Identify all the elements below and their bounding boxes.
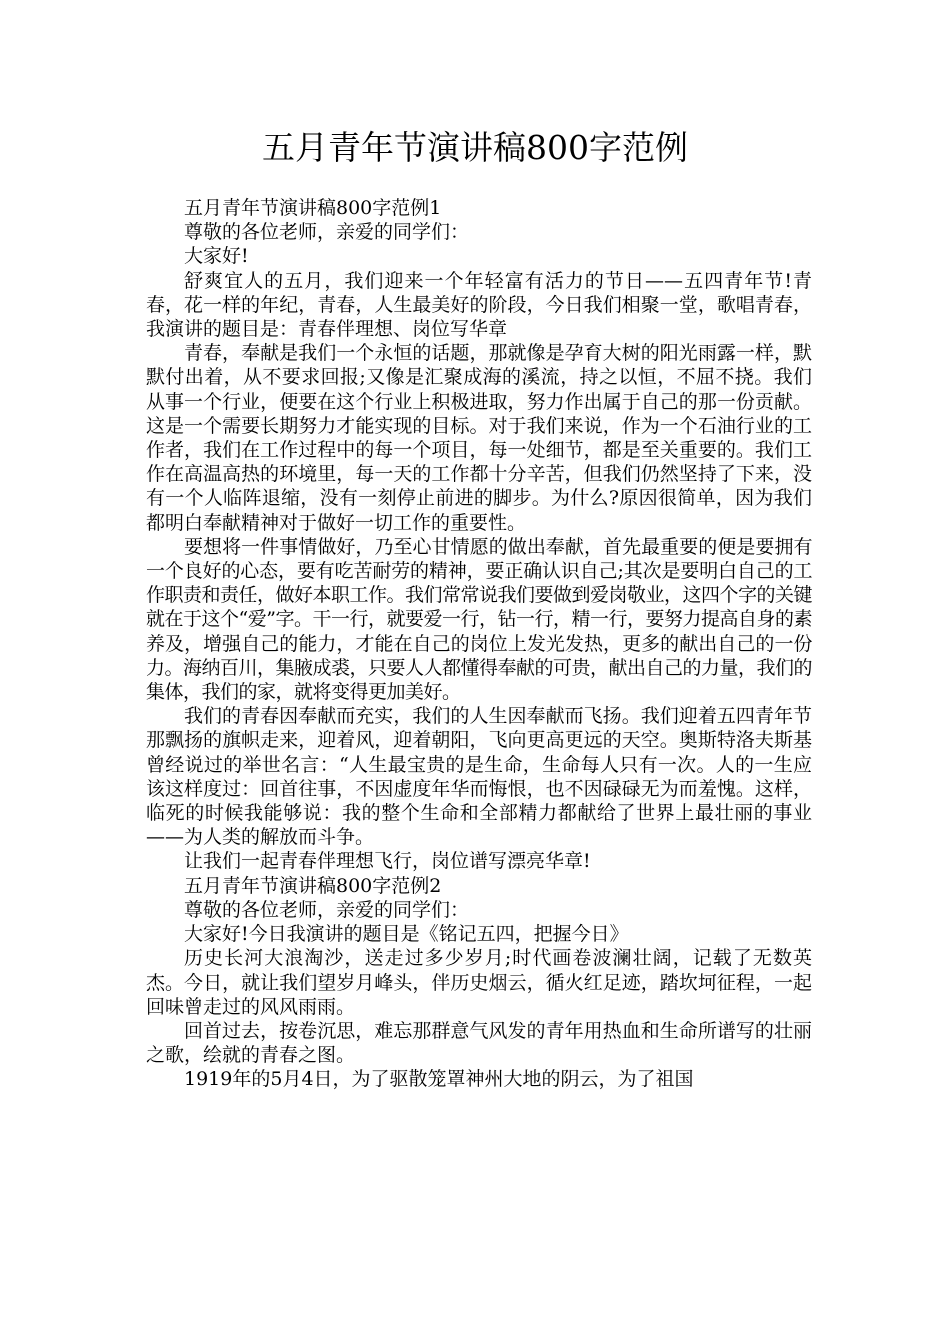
paragraph: 历史长河大浪淘沙，送走过多少岁月;时代画卷波澜壮阔，记载了无数英杰。今日，就让我们望岁月峰头，伴历史烟云，循火红足迹，踏坎坷征程，一起回味曾走过的风风雨雨。 (146, 947, 812, 1018)
greeting: 大家好! (184, 245, 249, 268)
paragraph: 青春，奉献是我们一个永恒的话题，那就像是孕育大树的阳光雨露一样，默默付出着，从不要求回报;又像是汇聚成海的溪流，持之以恒，不屈不挠。我们从事一个行业，便要在这个行业上积极进取，努力作出属于自己的那一份贡献。这是一个需要长期努力才能实现的目标。对于我们来说，作为一个石油行业的工作者，我们在工作过程中的每一个项目，每一处细节，都是至关重要的。我们工作在高温高热的环境里，每一天的工作都十分辛苦，但我们仍然坚持了下来，没有一个人临阵退缩，没有一刻停止前进的脚步。为什么?原因很简单，因为我们都明白奉献精神对于做好一切工作的重要性。 (146, 342, 812, 534)
section-heading-2: 五月青年节演讲稿800字范例2 (184, 874, 442, 897)
document-title: 五月青年节演讲稿800字范例 (262, 128, 688, 167)
paragraph: 让我们一起青春伴理想飞行，岗位谱写漂亮华章! (184, 850, 591, 873)
document-body (146, 196, 812, 1092)
paragraph: 回首过去，按卷沉思，难忘那群意气风发的青年用热血和生命所谱写的壮丽之歌，绘就的青春之图。 (146, 1019, 812, 1067)
salutation: 尊敬的各位老师，亲爱的同学们： (184, 898, 470, 921)
paragraph: 要想将一件事情做好，乃至心甘情愿的做出奉献，首先最重要的便是要拥有一个良好的心态，要有吃苦耐劳的精神，要正确认识自己;其次是要明白自己的工作职责和责任，做好本职工作。我们常常说我们要做到爱岗敬业，这四个字的关键就在于这个“爱”字。干一行，就要爱一行，钻一行，精一行，要努力提高自身的素养及，增强自己的能力，才能在自己的岗位上发光发热，更多的献出自己的一份力。海纳百川，集腋成裘，只要人人都懂得奉献的可贵，献出自己的力量，我们的集体，我们的家，就将变得更加美好。 (146, 535, 813, 704)
paragraph: 舒爽宜人的五月，我们迎来一个年轻富有活力的节日——五四青年节!青春，花一样的年纪，青春，人生最美好的阶段，今日我们相聚一堂，歌唱青春，我演讲的题目是：青春伴理想、岗位写华章 (146, 269, 812, 341)
paragraph: 1919年的5月4日，为了驱散笼罩神州大地的阴云，为了祖国 (184, 1068, 694, 1091)
greeting: 大家好!今日我演讲的题目是《铭记五四，把握今日》 (184, 923, 629, 946)
paragraph: 我们的青春因奉献而充实，我们的人生因奉献而飞扬。我们迎着五四青年节那飘扬的旗帜走来，迎着风，迎着朝阳，飞向更高更远的天空。奥斯特洛夫斯基曾经说过的举世名言：“人生最宝贵的是生命，生命每人只有一次。人的一生应该这样度过：回首往事，不因虚度年华而悔恨，也不因碌碌无为而羞愧。这样，临死的时候我能够说：我的整个生命和全部精力都献给了世界上最壮丽的事业——为人类的解放而斗争。 (146, 705, 812, 849)
section-heading-1: 五月青年节演讲稿800字范例1 (184, 197, 442, 219)
salutation: 尊敬的各位老师，亲爱的同学们： (184, 221, 470, 244)
